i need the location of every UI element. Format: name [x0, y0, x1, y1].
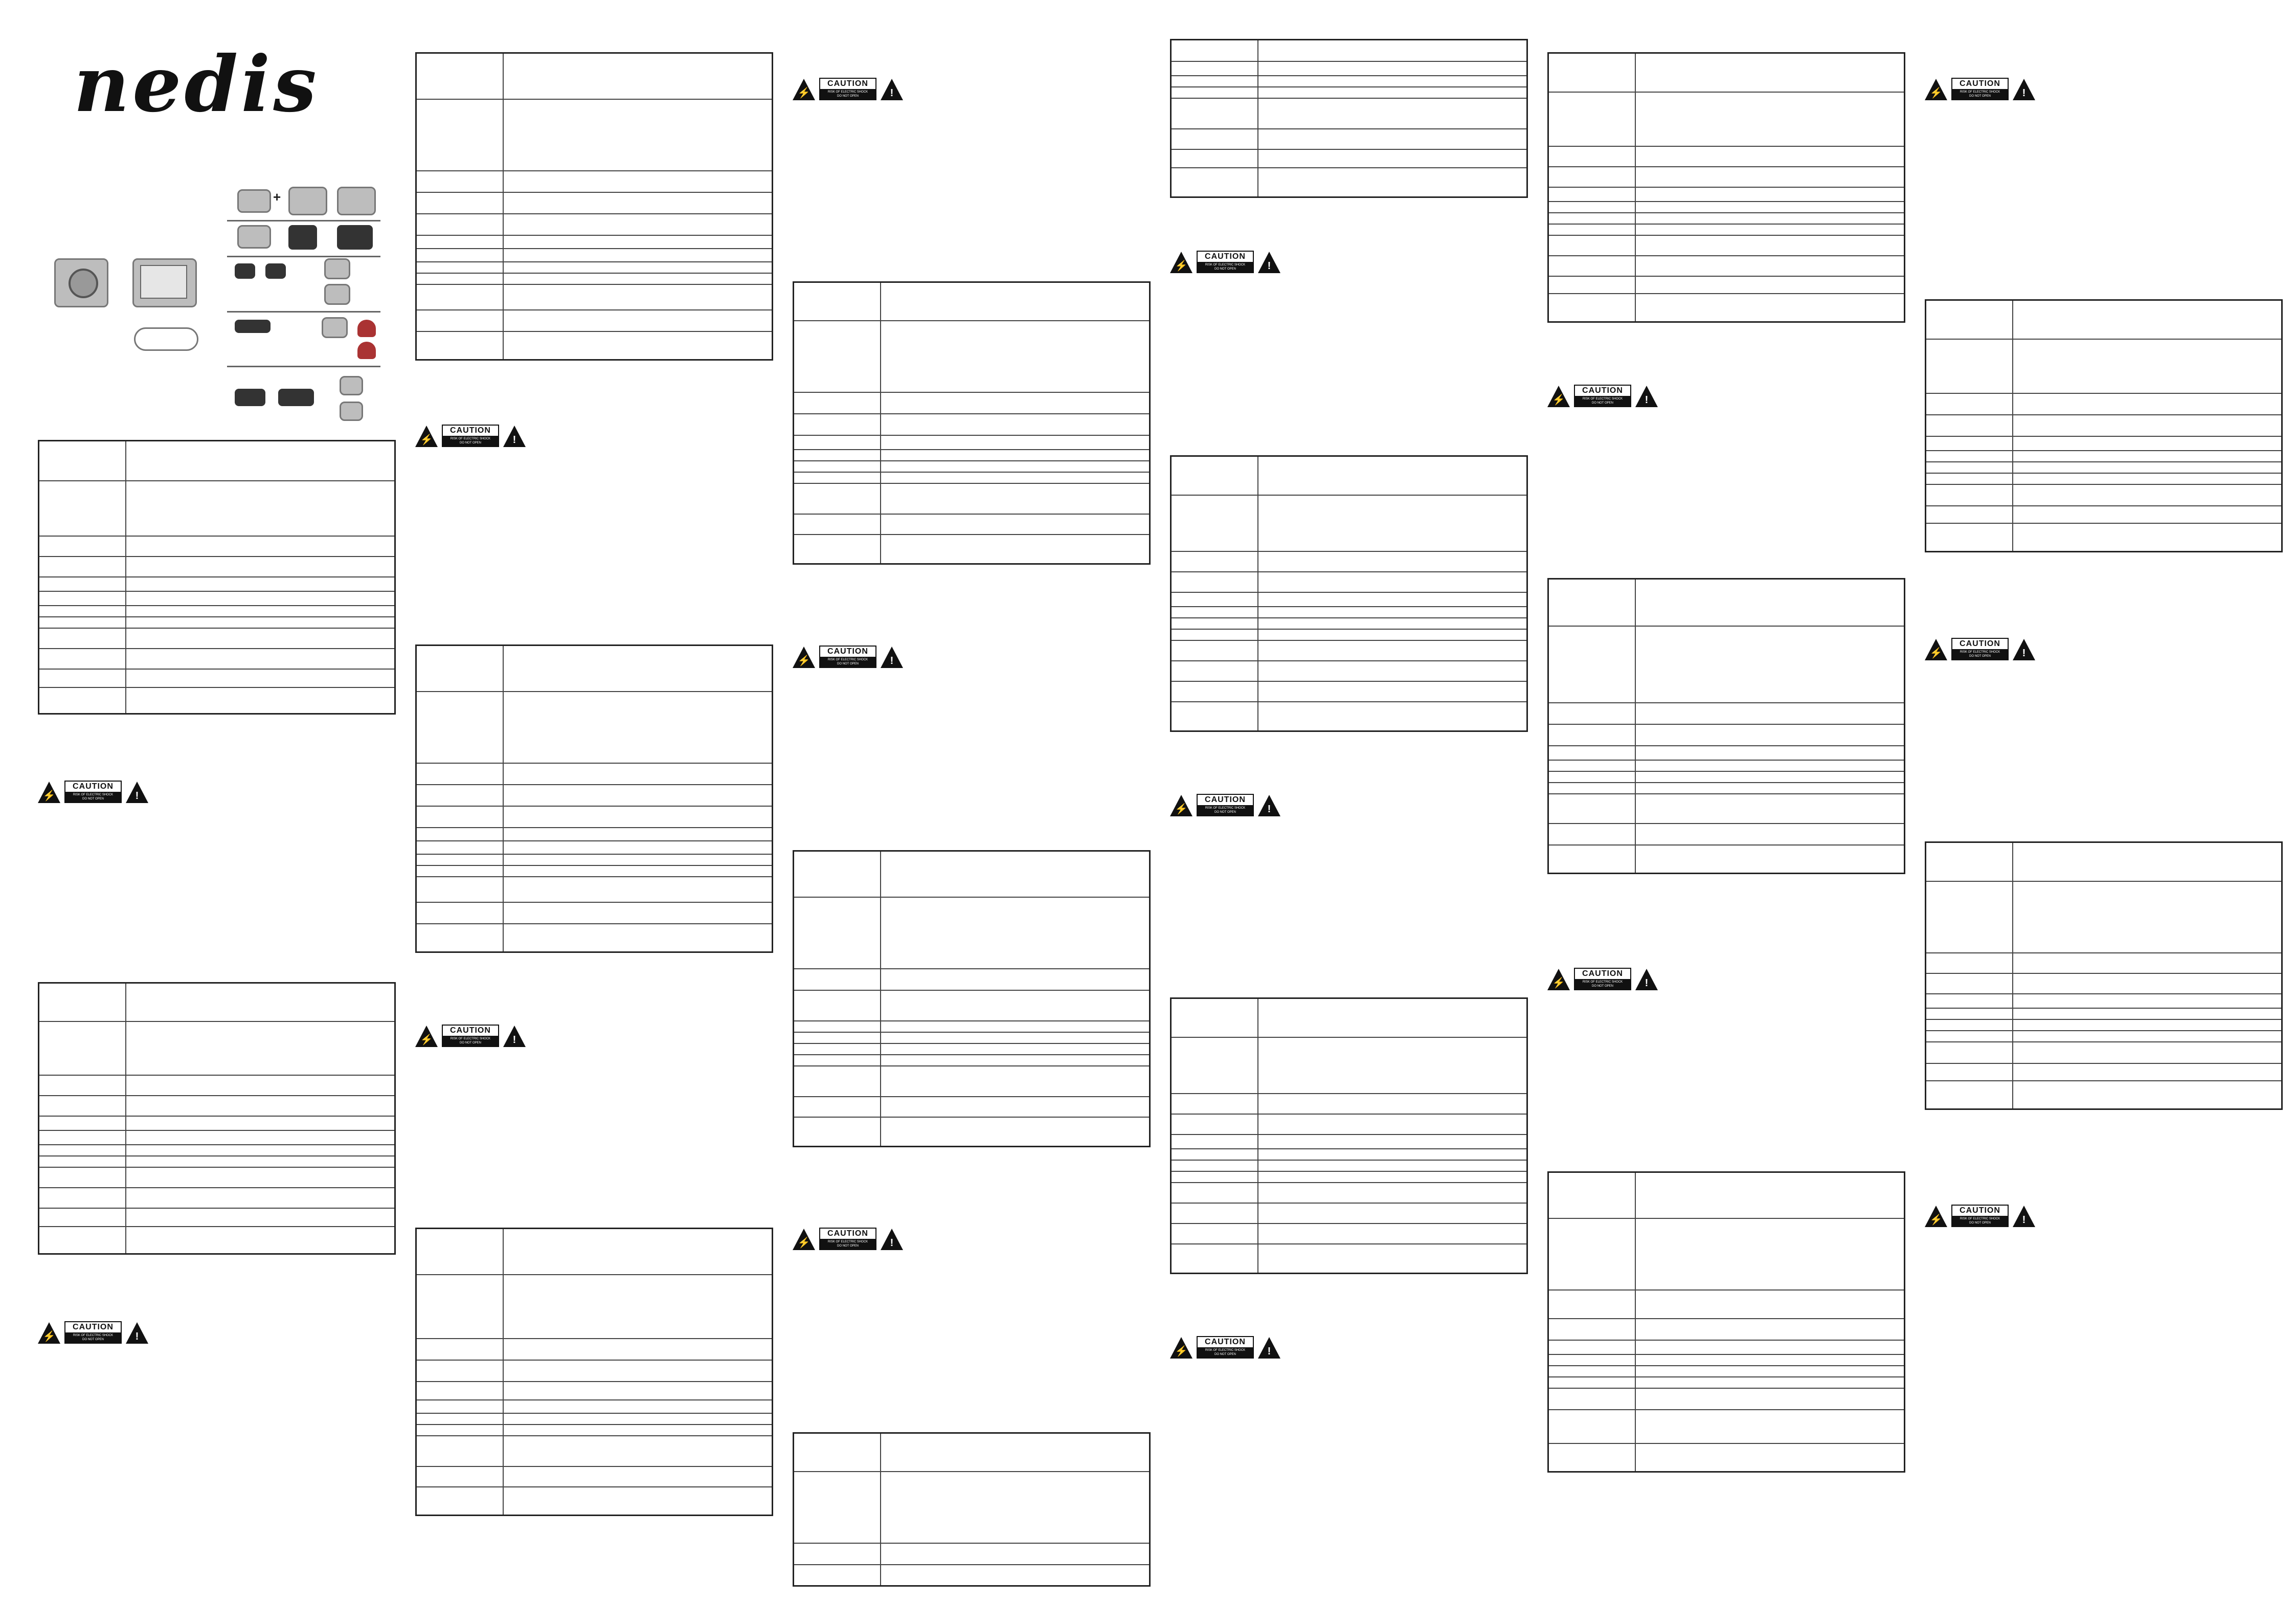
caution-label: ⚡ CAUTION RISK OF ELECTRIC SHOCK DO NOT OPEN ! [793, 1228, 903, 1252]
caution-line2: DO NOT OPEN [837, 662, 859, 665]
helmet-mount-pictogram [235, 320, 271, 333]
spec-table [38, 440, 396, 715]
caution-line2: DO NOT OPEN [837, 1244, 859, 1248]
frame-camera-pictogram [237, 225, 271, 249]
clip-mount-pictogram [265, 263, 286, 279]
caution-title: CAUTION [820, 79, 875, 89]
caution-label: ⚡ CAUTION RISK OF ELECTRIC SHOCK DO NOT OPEN ! [1925, 78, 2035, 102]
caution-line1: RISK OF ELECTRIC SHOCK [827, 658, 868, 661]
column-6 [1925, 0, 2283, 1624]
caution-title: CAUTION [443, 1026, 498, 1036]
case-closed-pictogram [337, 187, 376, 215]
bike-camera-pictogram [340, 402, 363, 421]
caution-line1: RISK OF ELECTRIC SHOCK [1582, 397, 1623, 401]
spec-table [793, 1432, 1151, 1587]
frame-pictogram [288, 225, 317, 250]
mounted-camera-pictogram [324, 258, 350, 279]
caution-line2: DO NOT OPEN [460, 441, 481, 444]
caution-line2: DO NOT OPEN [1969, 1221, 1991, 1225]
spec-table [415, 1228, 773, 1516]
spec-table [1925, 299, 2283, 552]
caution-line2: DO NOT OPEN [1214, 1353, 1236, 1356]
caution-label: ⚡ CAUTION RISK OF ELECTRIC SHOCK DO NOT OPEN ! [415, 1025, 526, 1049]
brand-logo: nedis [74, 39, 320, 129]
caution-label: ⚡ CAUTION RISK OF ELECTRIC SHOCK DO NOT OPEN ! [1170, 794, 1280, 818]
column-3 [793, 0, 1151, 1624]
spec-table [415, 644, 773, 953]
caution-line2: DO NOT OPEN [1969, 95, 1991, 98]
caution-line1: RISK OF ELECTRIC SHOCK [1960, 91, 2000, 94]
caution-label: ⚡ CAUTION RISK OF ELECTRIC SHOCK DO NOT OPEN ! [1925, 1205, 2035, 1229]
caution-line2: DO NOT OPEN [1592, 402, 1613, 405]
spec-table [1547, 578, 1905, 874]
caution-line2: DO NOT OPEN [1592, 985, 1613, 988]
spec-table [1925, 841, 2283, 1110]
spec-table [1170, 39, 1528, 198]
waterproof-case-pictogram [237, 189, 271, 213]
helmet-camera-pictogram [322, 317, 348, 338]
caution-line1: RISK OF ELECTRIC SHOCK [1205, 263, 1246, 266]
spec-table [1170, 455, 1528, 732]
helmet-pictogram [357, 320, 376, 337]
spec-table [1170, 997, 1528, 1274]
caution-title: CAUTION [1198, 795, 1253, 805]
caution-title: CAUTION [820, 647, 875, 657]
caution-title: CAUTION [1575, 969, 1630, 979]
framed-camera-pictogram [337, 225, 373, 250]
case-open-pictogram [288, 187, 327, 215]
spec-table [38, 982, 396, 1255]
camera-screen-icon [140, 265, 187, 299]
caution-label: ⚡ CAUTION RISK OF ELECTRIC SHOCK DO NOT OPEN ! [415, 425, 526, 449]
caution-line1: RISK OF ELECTRIC SHOCK [827, 91, 868, 94]
caution-line1: RISK OF ELECTRIC SHOCK [827, 1240, 868, 1243]
caution-line1: RISK OF ELECTRIC SHOCK [73, 793, 114, 796]
caution-label: ⚡ CAUTION RISK OF ELECTRIC SHOCK DO NOT OPEN ! [1547, 385, 1658, 409]
camera-lens-icon [69, 269, 98, 298]
divider [227, 311, 380, 313]
column-5 [1547, 0, 1905, 1624]
spec-table [793, 850, 1151, 1147]
column-4 [1170, 0, 1528, 1624]
caution-line1: RISK OF ELECTRIC SHOCK [1960, 651, 2000, 654]
caution-title: CAUTION [65, 1322, 121, 1332]
spec-table [1547, 52, 1905, 323]
caution-line2: DO NOT OPEN [837, 95, 859, 98]
caution-line2: DO NOT OPEN [1214, 268, 1236, 271]
clip-mount-pictogram [235, 263, 255, 279]
caution-label: ⚡ CAUTION RISK OF ELECTRIC SHOCK DO NOT OPEN ! [1170, 1336, 1280, 1361]
column-1 [38, 0, 396, 1624]
column-2 [415, 0, 773, 1624]
caution-title: CAUTION [1952, 639, 2008, 649]
caution-line1: RISK OF ELECTRIC SHOCK [1582, 981, 1623, 984]
caution-line2: DO NOT OPEN [82, 1338, 104, 1341]
caution-label: ⚡ CAUTION RISK OF ELECTRIC SHOCK DO NOT OPEN ! [1547, 968, 1658, 992]
caution-title: CAUTION [1575, 386, 1630, 396]
spec-table [1547, 1171, 1905, 1473]
caution-line1: RISK OF ELECTRIC SHOCK [1205, 1349, 1246, 1352]
spec-table [793, 281, 1151, 565]
caution-title: CAUTION [1952, 1206, 2008, 1216]
divider [227, 256, 380, 257]
caution-line2: DO NOT OPEN [460, 1041, 481, 1044]
caution-label: ⚡ CAUTION RISK OF ELECTRIC SHOCK DO NOT OPEN ! [1170, 251, 1280, 275]
bike-mount-pictogram [235, 389, 265, 406]
caution-line1: RISK OF ELECTRIC SHOCK [450, 1037, 491, 1040]
divider [227, 220, 380, 221]
caution-line2: DO NOT OPEN [82, 797, 104, 800]
spec-table [415, 52, 773, 361]
bike-camera-pictogram [340, 376, 363, 395]
caution-line1: RISK OF ELECTRIC SHOCK [450, 437, 491, 440]
caution-label: ⚡ CAUTION RISK OF ELECTRIC SHOCK DO NOT OPEN ! [793, 646, 903, 670]
caution-line1: RISK OF ELECTRIC SHOCK [1205, 807, 1246, 810]
plus-icon: + [273, 189, 281, 205]
helmet-pictogram [357, 342, 376, 359]
caution-label: ⚡ CAUTION RISK OF ELECTRIC SHOCK DO NOT OPEN ! [793, 78, 903, 102]
caution-label: ⚡ CAUTION RISK OF ELECTRIC SHOCK DO NOT OPEN ! [38, 781, 148, 805]
bike-mount-pictogram [278, 389, 314, 406]
divider [227, 366, 380, 367]
caution-line2: DO NOT OPEN [1214, 811, 1236, 814]
caution-title: CAUTION [1952, 79, 2008, 89]
caution-title: CAUTION [443, 426, 498, 436]
mounted-camera-pictogram [324, 284, 350, 305]
caution-title: CAUTION [1198, 252, 1253, 262]
caution-label: ⚡ CAUTION RISK OF ELECTRIC SHOCK DO NOT OPEN ! [38, 1321, 148, 1346]
usb-cable-pictogram [134, 327, 198, 351]
caution-line1: RISK OF ELECTRIC SHOCK [73, 1334, 114, 1337]
caution-title: CAUTION [1198, 1337, 1253, 1347]
caution-title: CAUTION [65, 782, 121, 792]
caution-line1: RISK OF ELECTRIC SHOCK [1960, 1217, 2000, 1220]
caution-label: ⚡ CAUTION RISK OF ELECTRIC SHOCK DO NOT OPEN ! [1925, 638, 2035, 662]
caution-title: CAUTION [820, 1229, 875, 1239]
caution-line2: DO NOT OPEN [1969, 655, 1991, 658]
